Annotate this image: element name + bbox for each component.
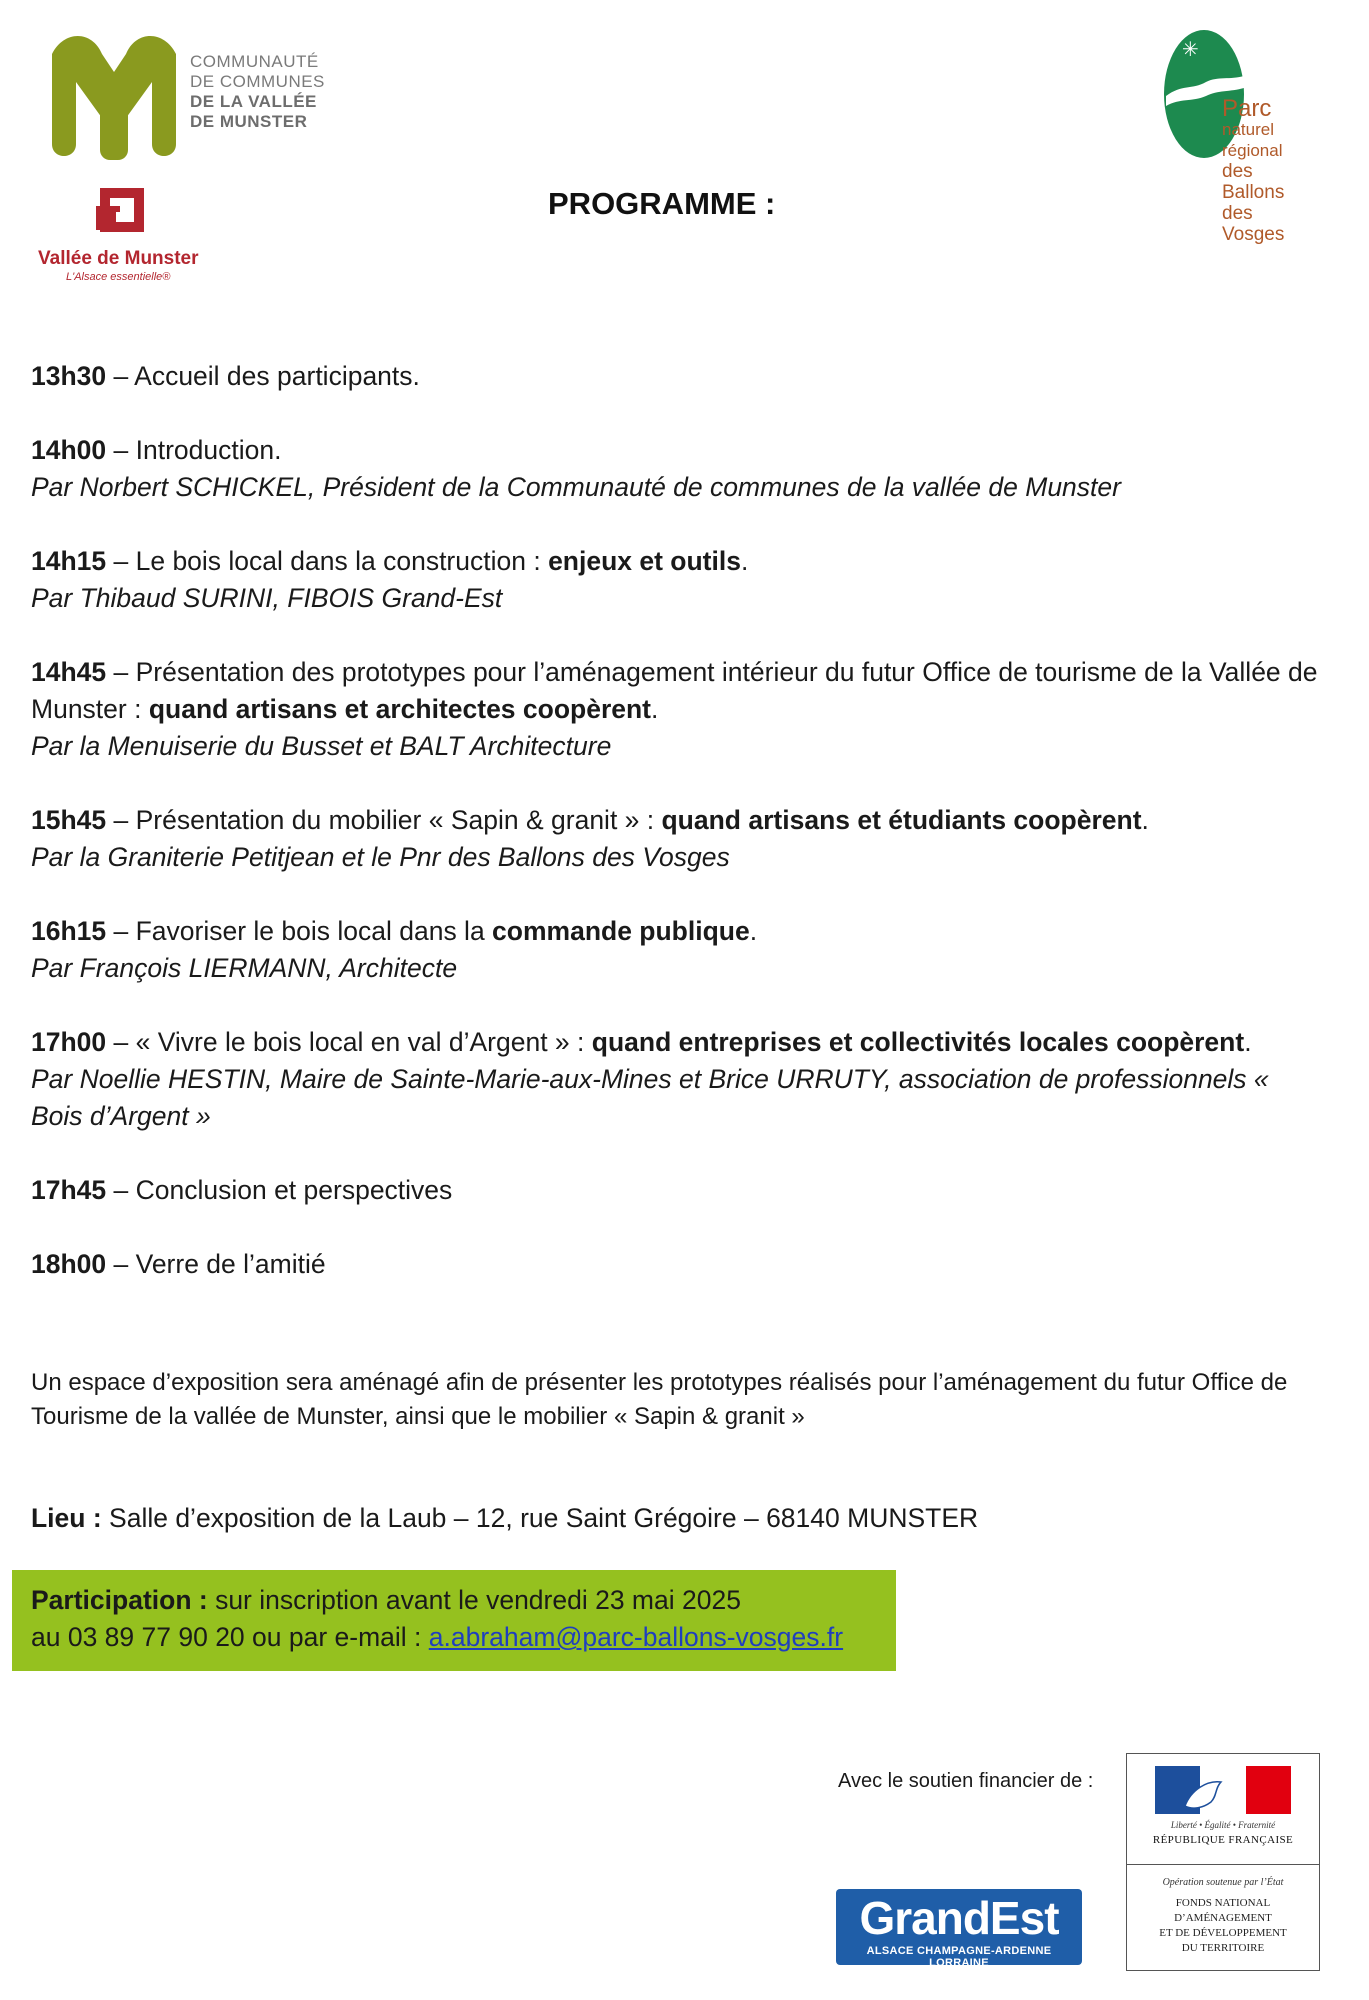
- schedule-item: [31, 1024, 1321, 1135]
- schedule-text: – Verre de l’amitié: [106, 1249, 326, 1279]
- schedule-time: 15h45: [31, 805, 107, 835]
- page-title: PROGRAMME :: [548, 186, 776, 221]
- rf-operation: Opération soutenue par l’État: [1162, 1877, 1284, 1888]
- schedule-text-end: .: [651, 694, 659, 724]
- schedule-text: – Présentation du mobilier « Sapin & granit » :: [106, 805, 662, 835]
- funding-label: Avec le soutien financier de :: [838, 1770, 1094, 1792]
- cc-m-emblem-icon: [44, 32, 184, 162]
- schedule-text-end: .: [749, 916, 758, 946]
- pnr-logo-line: des Ballons: [1222, 161, 1285, 203]
- schedule-item: [31, 543, 1321, 617]
- schedule-text: – Le bois local dans la construction :: [106, 546, 549, 576]
- participation-line-2: [31, 1619, 896, 1656]
- schedule: [31, 358, 1321, 1320]
- cc-logo-line: DE LA VALLÉE: [190, 92, 317, 111]
- schedule-highlight: enjeux et outils: [548, 546, 741, 576]
- participation-line-1: [31, 1582, 896, 1619]
- cc-logo-line: DE COMMUNES: [190, 72, 325, 91]
- schedule-item: [31, 358, 1321, 395]
- fnadt-line: D’AMÉNAGEMENT: [1174, 1912, 1272, 1924]
- schedule-item: [31, 654, 1321, 765]
- schedule-time: 13h30: [31, 361, 107, 391]
- cc-vallee-munster-logo: [44, 32, 334, 162]
- schedule-time: 17h00: [31, 1027, 107, 1057]
- participation-box: [12, 1570, 896, 1671]
- rf-name: RÉPUBLIQUE FRANÇAISE: [1152, 1834, 1294, 1846]
- schedule-item: [31, 1172, 1321, 1209]
- rf-divider: [1127, 1864, 1319, 1865]
- schedule-time: 14h15: [31, 546, 107, 576]
- schedule-text: – Accueil des participants.: [106, 361, 420, 391]
- schedule-speaker: Par la Menuiserie du Busset et BALT Architecture: [31, 731, 612, 761]
- fnadt-line: ET DE DÉVELOPPEMENT: [1159, 1927, 1287, 1939]
- marianne-flag-icon: [1155, 1766, 1291, 1814]
- participation-deadline: sur inscription avant le vendredi 23 mai 2025: [207, 1585, 741, 1615]
- schedule-highlight: commande publique: [492, 916, 750, 946]
- vm-logo-tagline: L'Alsace essentielle®: [66, 271, 171, 283]
- cc-logo-line: COMMUNAUTÉ: [190, 52, 319, 71]
- schedule-item: [31, 1246, 1321, 1283]
- schedule-speaker: Par Norbert SCHICKEL, Président de la Communauté de communes de la vallée de Munster: [31, 472, 1121, 502]
- schedule-item: [31, 802, 1321, 876]
- schedule-speaker: Par la Graniterie Petitjean et le Pnr des Ballons des Vosges: [31, 842, 730, 872]
- schedule-speaker: Par François LIERMANN, Architecte: [31, 953, 458, 983]
- pnr-logo-line: Parc: [1222, 95, 1272, 122]
- email-link[interactable]: a.abraham@parc-ballons-vosges.fr: [428, 1622, 844, 1652]
- fnadt-line: DU TERRITOIRE: [1181, 1942, 1265, 1954]
- cc-logo-text: [190, 52, 325, 132]
- vm-logo-name: Vallée de Munster: [38, 248, 199, 269]
- vm-square-emblem-icon: [38, 186, 218, 246]
- schedule-text: – Présentation des prototypes pour l’aménagement intérieur du futur Office de tourisme de la Vallée de Munster :: [31, 657, 1318, 724]
- schedule-highlight: quand artisans et architectes coopèrent: [148, 694, 652, 724]
- participation-contact: au 03 89 77 90 20 ou par e-mail :: [31, 1622, 429, 1652]
- schedule-speaker: Par Noellie HESTIN, Maire de Sainte-Marie-aux-Mines et Brice URRUTY, association de professionnels « Bois d’Argent »: [31, 1064, 1269, 1131]
- pnr-logo-line: des Vosges: [1222, 203, 1285, 245]
- schedule-time: 17h45: [31, 1175, 107, 1205]
- venue-line: [31, 1503, 978, 1534]
- schedule-text: – « Vivre le bois local en val d’Argent » :: [106, 1027, 592, 1057]
- schedule-text-end: .: [1244, 1027, 1252, 1057]
- pnr-logo-line: naturel: [1222, 120, 1274, 139]
- fnadt-text: [1127, 1896, 1319, 1956]
- schedule-speaker: Par Thibaud SURINI, FIBOIS Grand-Est: [31, 583, 503, 613]
- schedule-text-end: .: [1141, 805, 1149, 835]
- venue-label: Lieu :: [31, 1503, 102, 1533]
- cc-logo-line: DE MUNSTER: [190, 112, 308, 131]
- schedule-time: 14h00: [31, 435, 107, 465]
- schedule-item: [31, 913, 1321, 987]
- venue-address: Salle d’exposition de la Laub – 12, rue Saint Grégoire – 68140 MUNSTER: [101, 1503, 979, 1533]
- pnr-ballons-vosges-logo: [1160, 26, 1310, 245]
- schedule-text: – Favoriser le bois local dans la: [106, 916, 493, 946]
- vallee-de-munster-logo: [38, 186, 218, 286]
- schedule-text-end: .: [740, 546, 749, 576]
- schedule-text: – Conclusion et perspectives: [106, 1175, 453, 1205]
- pnr-logo-text: [1222, 95, 1310, 245]
- grand-est-logo: [836, 1889, 1082, 1969]
- republique-francaise-logo: [1126, 1753, 1320, 1971]
- fnadt-line: FONDS NATIONAL: [1175, 1897, 1271, 1909]
- participation-label: Participation :: [31, 1585, 208, 1615]
- schedule-highlight: quand entreprises et collectivités locales coopèrent: [591, 1027, 1245, 1057]
- rf-devise: Liberté • Égalité • Fraternité: [1170, 1820, 1276, 1830]
- schedule-time: 18h00: [31, 1249, 107, 1279]
- exposition-notice: Un espace d’exposition sera aménagé afin de présenter les prototypes réalisés pour l’aménagement du futur Office de Tourisme de la vallée de Munster, ainsi que le mobilier « Sapin & granit »: [31, 1369, 1288, 1430]
- grand-est-subtitle: ALSACE CHAMPAGNE-ARDENNE LORRAINE: [866, 1945, 1052, 1969]
- schedule-highlight: quand artisans et étudiants coopèrent: [661, 805, 1142, 835]
- pnr-logo-line: régional: [1222, 141, 1283, 160]
- grand-est-name: GrandEst: [859, 1892, 1059, 1944]
- svg-text:✳: ✳: [1182, 37, 1199, 61]
- schedule-time: 14h45: [31, 657, 107, 687]
- schedule-text: – Introduction.: [106, 435, 282, 465]
- schedule-item: [31, 432, 1321, 506]
- schedule-time: 16h15: [31, 916, 107, 946]
